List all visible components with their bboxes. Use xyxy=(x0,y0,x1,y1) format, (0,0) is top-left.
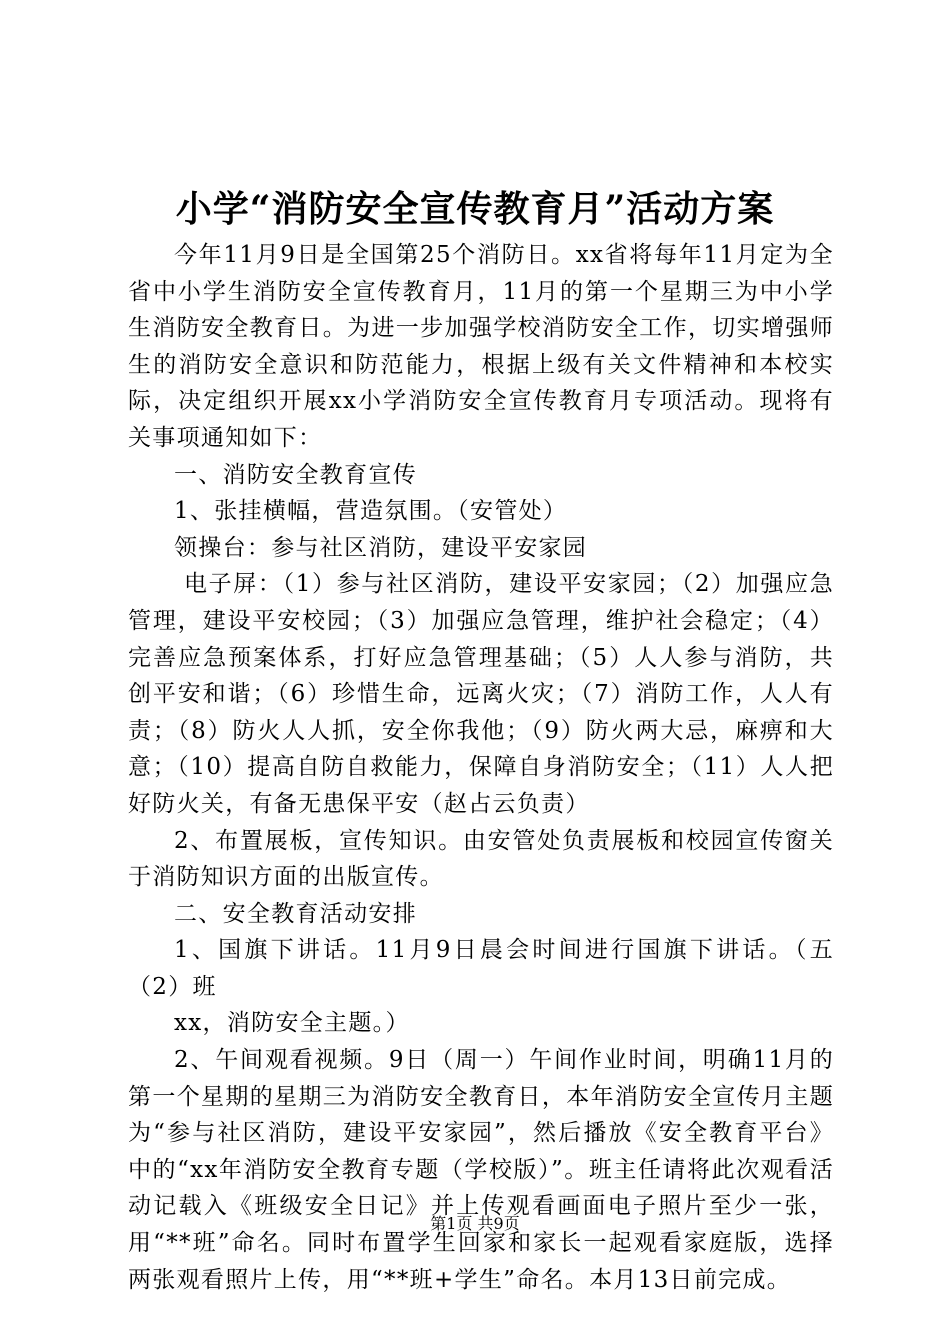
item-screen-slogans: 电子屏：（1）参与社区消防，建设平安家园；（2）加强应急管理，建设平安校园；（3）加强应急管理，维护社会稳定；（4）完善应急预案体系，打好应急管理基础；（5）人人参与消防，共创平安和谐；（6）珍惜生命，远离火灾；（7）消防工作，人人有责；（8）防火人人抓，安全你我他；（9）防火两大忌，麻痹和大意；（10）提高自防自救能力，保障自身消防安全；（11）人人把好防火关，有备无患保平安（赵占云负责） xyxy=(128,571,834,817)
item-flag-speech: 1、国旗下讲话。11月9日晨会时间进行国旗下讲话。（五（2）班 xyxy=(128,937,834,1000)
item-podium-slogan: 领操台：参与社区消防，建设平安家园 xyxy=(174,534,588,561)
section-heading-2: 二、安全教育活动安排 xyxy=(174,900,417,927)
item-display-board: 2、布置展板，宣传知识。由安管处负责展板和校园宣传窗关于消防知识方面的出版宣传。 xyxy=(128,827,834,891)
item-video: 2、午间观看视频。9日（周一）午间作业时间，明确11月的第一个星期的星期三为消防安全教育日，本年消防安全宣传月主题为“参与社区消防，建设平安家园”，然后播放《安全教育平台》中的“xx年消防安全教育专题（学校版）”。班主任请将此次观看活动记载入《班级安全日记》并上传观看画面电子照片至少一张，用“**班”命名。同时布置学生回家和家长一起观看家庭版，选择两张观看照片上传，用“**班+学生”命名。本月13日前完成。 xyxy=(128,1047,834,1293)
item-flag-speech-cont: xx，消防安全主题。） xyxy=(174,1010,410,1037)
intro-paragraph: 今年11月9日是全国第25个消防日。xx省将每年11月定为全省中小学生消防安全宣传教育月，11月的第一个星期三为中小学生消防安全教育日。为进一步加强学校消防安全工作，切实增强师生的消防安全意识和防范能力，根据上级有关文件精神和本校实际，决定组织开展xx小学消防安全宣传教育月专项活动。现将有关事项通知如下： xyxy=(128,242,834,451)
page-number: 第1页 共9页 xyxy=(430,1214,520,1233)
document-title: 小学“消防安全宣传教育月”活动方案 xyxy=(175,188,775,230)
item-banner: 1、张挂横幅，营造氛围。（安管处） xyxy=(174,498,568,525)
document-body xyxy=(128,237,834,1298)
section-heading-1: 一、消防安全教育宣传 xyxy=(174,461,417,488)
